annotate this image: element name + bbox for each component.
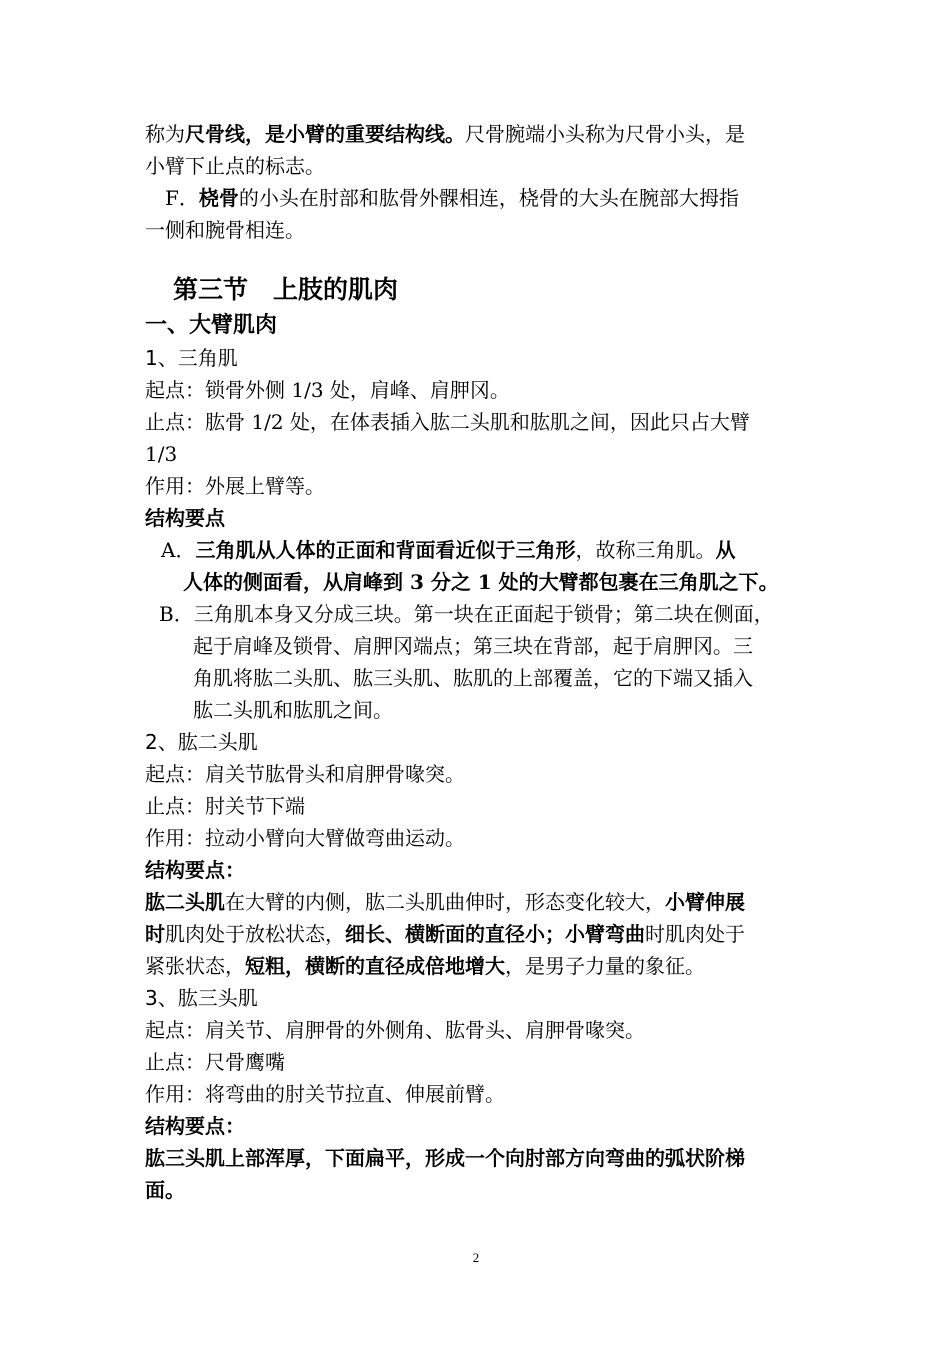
biceps-paragraph-line-3: 紧张状态，短粗，横断的直径成倍地增大，是男子力量的象征。: [145, 954, 705, 978]
biceps-insertion: 止点：肘关节下端: [145, 794, 305, 818]
biceps-action: 作用：拉动小臂向大臂做弯曲运动。: [145, 826, 465, 850]
deltoid-point-b-line-2: 起于肩峰及锁骨、肩胛冈端点；第三块在背部，起于肩胛冈。三: [193, 634, 753, 658]
deltoid-action: 作用：外展上臂等。: [145, 474, 325, 498]
page-number: 2: [472, 1250, 480, 1265]
deltoid-insertion-line-1: 止点：肱骨 1/2 处，在体表插入肱二头肌和肱肌之间，因此只占大臂: [145, 410, 750, 434]
intro-line-2: 小臂下止点的标志。: [145, 154, 325, 178]
triceps-insertion: 止点：尺骨鹰嘴: [145, 1050, 285, 1074]
deltoid-insertion-line-2: 1/3: [145, 442, 178, 466]
biceps-paragraph-line-1: 肱二头肌在大臂的内侧，肱二头肌曲伸时，形态变化较大，小臂伸展: [145, 890, 745, 914]
deltoid-point-a-line-2: 人体的侧面看，从肩峰到 3 分之 1 处的大臂都包裹在三角肌之下。: [183, 570, 779, 594]
subsection-title: 一、大臂肌肉: [145, 313, 278, 338]
deltoid-point-b-line-3: 角肌将肱二头肌、肱三头肌、肱肌的上部覆盖，它的下端又插入: [193, 666, 753, 690]
radius-paragraph-line-2: 一侧和腕骨相连。: [145, 218, 305, 242]
triceps-title: 3、肱三头肌: [145, 986, 258, 1010]
triceps-origin: 起点：肩关节、肩胛骨的外侧角、肱骨头、肩胛骨喙突。: [145, 1018, 645, 1042]
triceps-action: 作用：将弯曲的肘关节拉直、伸展前臂。: [145, 1082, 505, 1106]
section-title: 第三节 上肢的肌肉: [173, 275, 399, 304]
deltoid-origin: 起点：锁骨外侧 1/3 处，肩峰、肩胛冈。: [145, 378, 510, 402]
deltoid-point-b-line-1: B．三角肌本身又分成三块。第一块在正面起于锁骨；第二块在侧面，: [159, 602, 774, 626]
radius-paragraph-line-1: F．桡骨的小头在肘部和肱骨外髁相连，桡骨的大头在腕部大拇指: [165, 186, 739, 210]
deltoid-point-b-line-4: 肱二头肌和肱肌之间。: [193, 698, 393, 722]
biceps-key-label: 结构要点：: [145, 858, 245, 882]
triceps-paragraph-line-2: 面。: [145, 1178, 185, 1202]
biceps-paragraph-line-2: 时肌肉处于放松状态，细长、横断面的直径小；小臂弯曲时肌肉处于: [145, 922, 745, 946]
deltoid-key-label: 结构要点: [145, 506, 225, 530]
deltoid-title: 1、三角肌: [145, 346, 238, 370]
triceps-key-label: 结构要点：: [145, 1114, 245, 1138]
deltoid-point-a-line-1: A．三角肌从人体的正面和背面看近似于三角形，故称三角肌。从: [161, 538, 736, 562]
intro-line-1: 称为尺骨线，是小臂的重要结构线。尺骨腕端小头称为尺骨小头，是: [145, 122, 745, 146]
biceps-title: 2、肱二头肌: [145, 730, 258, 754]
biceps-origin: 起点：肩关节肱骨头和肩胛骨喙突。: [145, 762, 465, 786]
triceps-paragraph-line-1: 肱三头肌上部浑厚，下面扁平，形成一个向肘部方向弯曲的弧状阶梯: [145, 1146, 745, 1170]
